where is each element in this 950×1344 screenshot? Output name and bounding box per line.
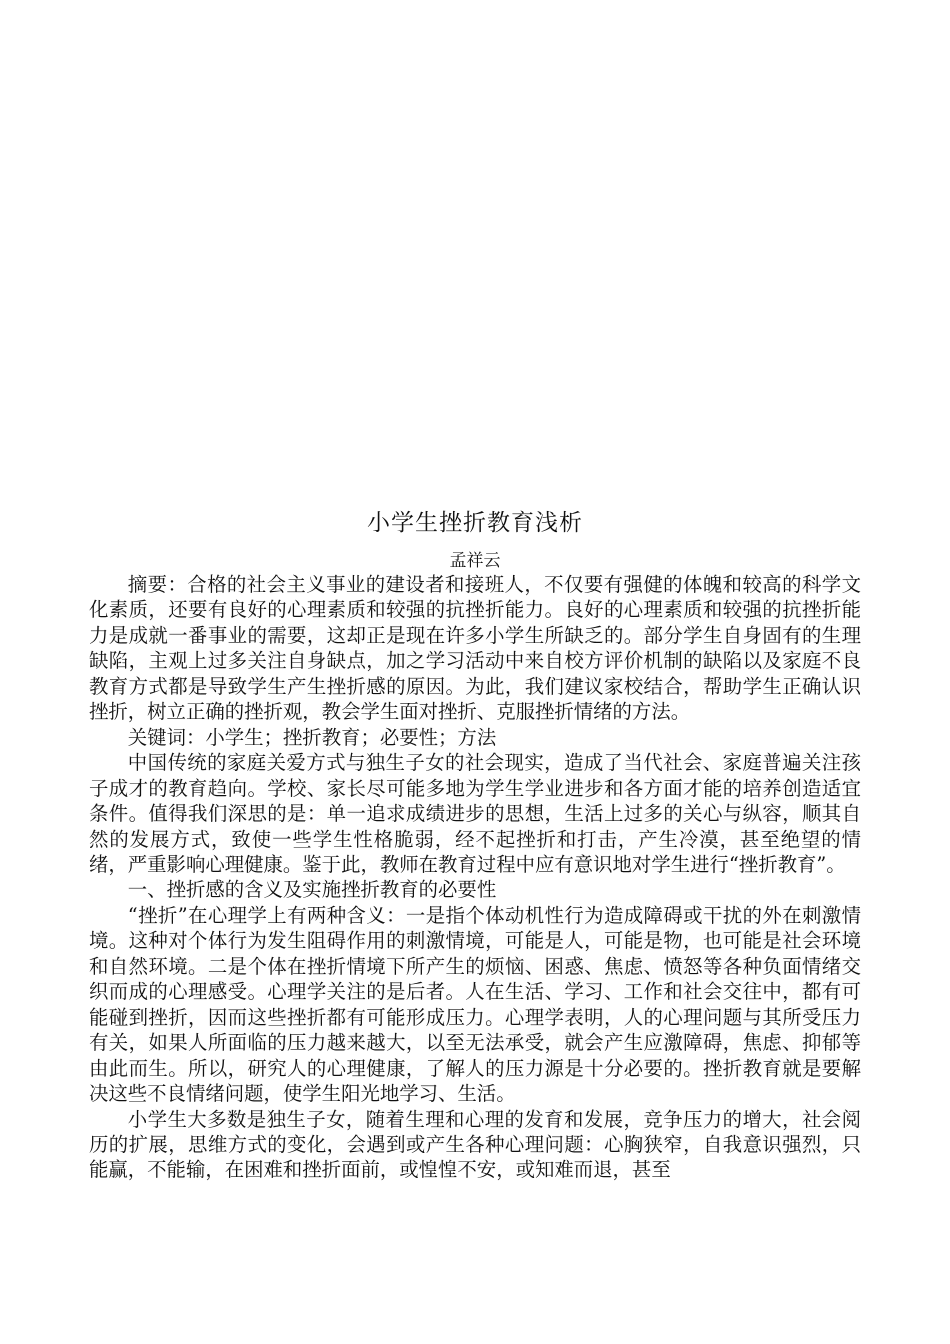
document-author: 孟祥云 bbox=[449, 551, 501, 571]
intro-paragraph: 中国传统的家庭关爱方式与独生子女的社会现实，造成了当代社会、家庭普遍关注孩子成才的教育趋向。学校、家长尽可能多地为学生学业进步和各方面才能的培养创造适宜条件。值得我们深思的是：单一追求成绩进步的思想，生活上过多的关心与纵容，顺其自然的发展方式，致使一些学生性格脆弱，经不起挫折和打击，产生冷漠，甚至绝望的情绪，严重影响心理健康。鉴于此，教师在教育过程中应有意识地对学生进行“挫折教育”。 bbox=[89, 751, 861, 876]
body-paragraph: 小学生大多数是独生子女，随着生理和心理的发育和发展，竞争压力的增大，社会阅历的扩展，思维方式的变化，会遇到或产生各种心理问题：心胸狭窄，自我意识强烈，只能赢，不能输，在困难和挫折面前，或惶惶不安，或知难而退，甚至 bbox=[89, 1107, 861, 1182]
document-title: 小学生挫折教育浅析 bbox=[367, 510, 583, 536]
body-paragraph: “挫折”在心理学上有两种含义：一是指个体动机性行为造成障碍或干扰的外在刺激情境。这种对个体行为发生阻碍作用的刺激情境，可能是人，可能是物，也可能是社会环境和自然环境。二是个体在挫折情境下所产生的烦恼、困惑、焦虑、愤怒等各种负面情绪交织而成的心理感受。心理学关注的是后者。人在生活、学习、工作和社会交往中，都有可能碰到挫折，因而这些挫折都有可能形成压力。心理学表明，人的心理问题与其所受压力有关，如果人所面临的压力越来越大，以至无法承受，就会产生应激障碍，焦虑、抑郁等由此而生。所以，研究人的心理健康，了解人的压力源是十分必要的。挫折教育就是要解决这些不良情绪问题，使学生阳光地学习、生活。 bbox=[89, 903, 861, 1106]
abstract-paragraph: 摘要：合格的社会主义事业的建设者和接班人，不仅要有强健的体魄和较高的科学文化素质，还要有良好的心理素质和较强的抗挫折能力。良好的心理素质和较强的抗挫折能力是成就一番事业的需要，这却正是现在许多小学生所缺乏的。部分学生自身固有的生理缺陷，主观上过多关注自身缺点，加之学习活动中来自校方评价机制的缺陷以及家庭不良教育方式都是导致学生产生挫折感的原因。为此，我们建议家校结合，帮助学生正确认识挫折，树立正确的挫折观，教会学生面对挫折、克服挫折情绪的方法。 bbox=[89, 573, 861, 724]
document-body bbox=[89, 572, 861, 1183]
keywords-paragraph: 关键词：小学生；挫折教育；必要性；方法 bbox=[127, 725, 497, 749]
section-heading: 一、挫折感的含义及实施挫折教育的必要性 bbox=[127, 878, 497, 902]
